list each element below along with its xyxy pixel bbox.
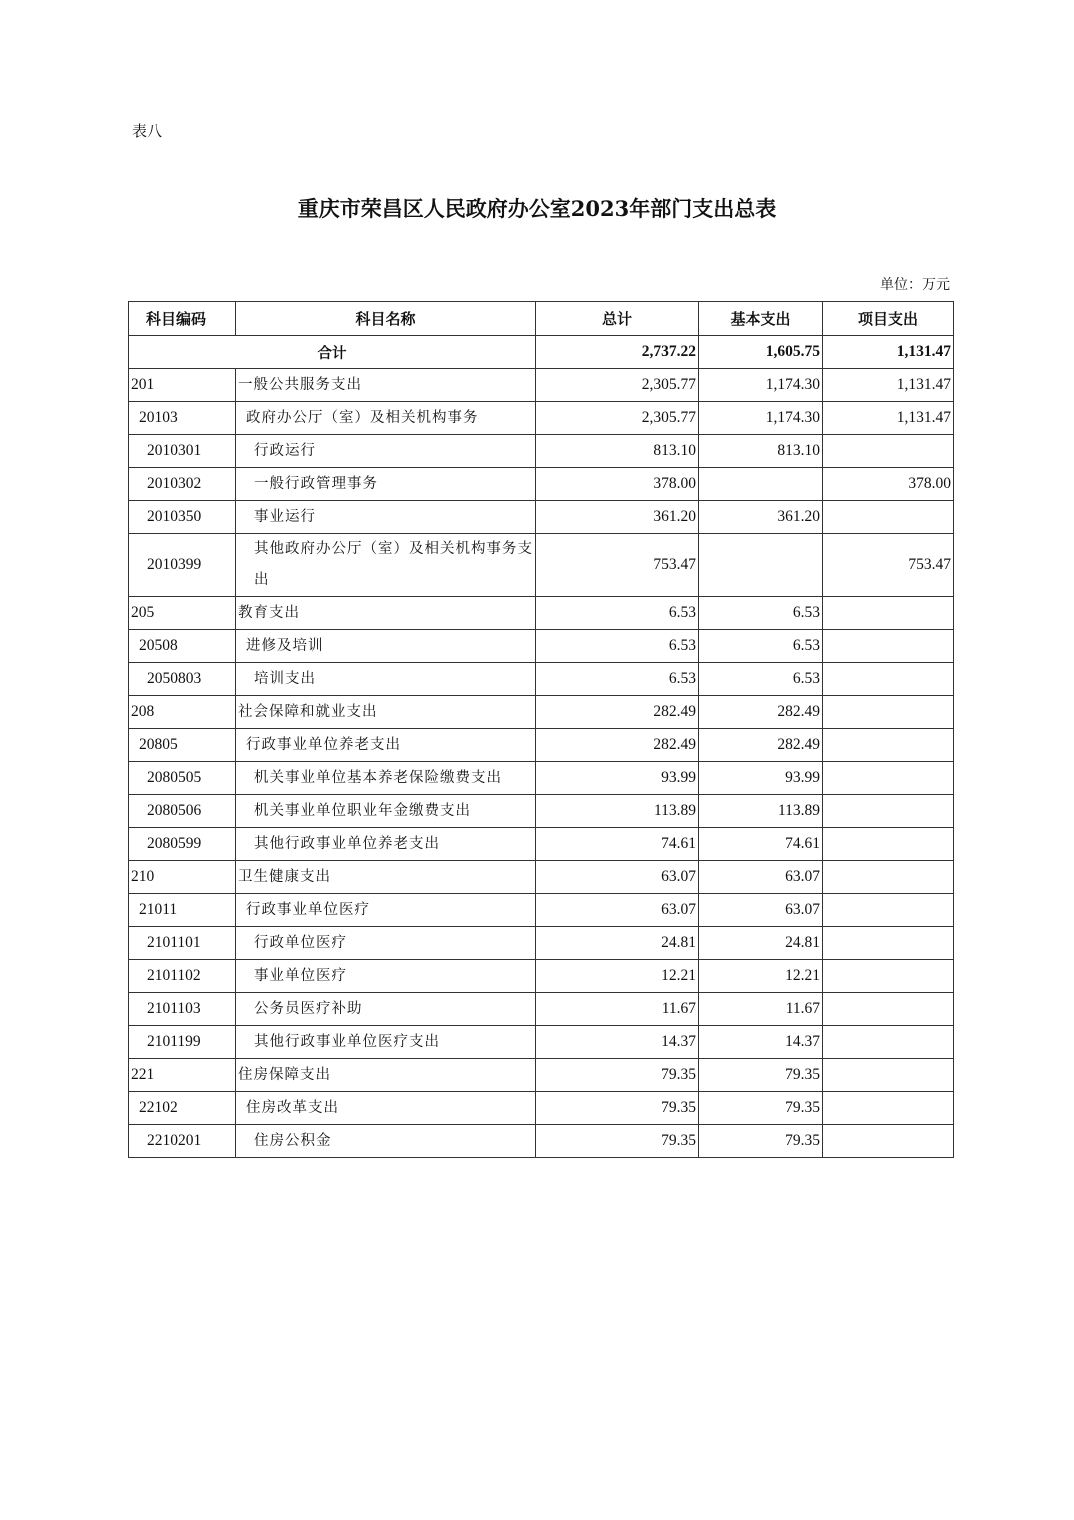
row-project <box>823 795 954 828</box>
row-name: 行政运行 <box>236 435 536 468</box>
row-name: 其他政府办公厅（室）及相关机构事务支出 <box>236 534 536 597</box>
table-row <box>129 468 954 501</box>
row-basic: 24.81 <box>699 927 823 960</box>
row-code: 201 <box>129 369 236 402</box>
row-total: 11.67 <box>536 993 699 1026</box>
row-basic: 6.53 <box>699 663 823 696</box>
row-project: 1,131.47 <box>823 402 954 435</box>
row-project <box>823 993 954 1026</box>
row-project <box>823 696 954 729</box>
row-basic: 113.89 <box>699 795 823 828</box>
row-project <box>823 435 954 468</box>
row-total: 6.53 <box>536 630 699 663</box>
row-basic <box>699 468 823 501</box>
row-name: 住房保障支出 <box>236 1059 536 1092</box>
row-basic: 1,174.30 <box>699 369 823 402</box>
row-basic: 63.07 <box>699 894 823 927</box>
table-row <box>129 1125 954 1158</box>
table-row <box>129 1026 954 1059</box>
row-basic <box>699 534 823 597</box>
table-row <box>129 369 954 402</box>
table-row <box>129 861 954 894</box>
table-row <box>129 630 954 663</box>
row-code: 20103 <box>129 402 236 435</box>
row-name: 住房改革支出 <box>236 1092 536 1125</box>
row-code: 2080506 <box>129 795 236 828</box>
row-basic: 79.35 <box>699 1125 823 1158</box>
row-code: 2010350 <box>129 501 236 534</box>
row-name: 卫生健康支出 <box>236 861 536 894</box>
expenditure-table <box>128 301 954 1158</box>
table-label: 表八 <box>132 122 163 140</box>
row-project <box>823 1059 954 1092</box>
row-name: 住房公积金 <box>236 1125 536 1158</box>
table-header-row <box>129 302 954 336</box>
header-code: 科目编码 <box>129 302 236 336</box>
row-total: 63.07 <box>536 894 699 927</box>
total-basic: 1,605.75 <box>699 336 823 369</box>
table-row <box>129 696 954 729</box>
row-name: 其他行政事业单位养老支出 <box>236 828 536 861</box>
row-total: 63.07 <box>536 861 699 894</box>
row-total: 282.49 <box>536 729 699 762</box>
row-code: 20805 <box>129 729 236 762</box>
row-project <box>823 894 954 927</box>
row-total: 24.81 <box>536 927 699 960</box>
row-project: 753.47 <box>823 534 954 597</box>
row-code: 2101103 <box>129 993 236 1026</box>
row-project <box>823 927 954 960</box>
row-basic: 63.07 <box>699 861 823 894</box>
row-name: 进修及培训 <box>236 630 536 663</box>
row-total: 79.35 <box>536 1125 699 1158</box>
row-basic: 74.61 <box>699 828 823 861</box>
table-row <box>129 729 954 762</box>
row-name: 政府办公厅（室）及相关机构事务 <box>236 402 536 435</box>
row-basic: 6.53 <box>699 630 823 663</box>
row-basic: 1,174.30 <box>699 402 823 435</box>
table-row <box>129 534 954 597</box>
row-code: 21011 <box>129 894 236 927</box>
table-row <box>129 795 954 828</box>
row-basic: 813.10 <box>699 435 823 468</box>
row-code: 221 <box>129 1059 236 1092</box>
row-total: 282.49 <box>536 696 699 729</box>
row-project <box>823 960 954 993</box>
table-row <box>129 402 954 435</box>
table-row <box>129 435 954 468</box>
row-name: 行政事业单位医疗 <box>236 894 536 927</box>
row-code: 2101101 <box>129 927 236 960</box>
header-total: 总计 <box>536 302 699 336</box>
table-row <box>129 663 954 696</box>
table-row <box>129 894 954 927</box>
row-name: 行政事业单位养老支出 <box>236 729 536 762</box>
row-project <box>823 762 954 795</box>
row-project <box>823 501 954 534</box>
total-project: 1,131.47 <box>823 336 954 369</box>
row-code: 22102 <box>129 1092 236 1125</box>
row-basic: 79.35 <box>699 1092 823 1125</box>
row-name: 事业运行 <box>236 501 536 534</box>
row-project <box>823 861 954 894</box>
row-name: 机关事业单位基本养老保险缴费支出 <box>236 762 536 795</box>
row-total: 93.99 <box>536 762 699 795</box>
table-row <box>129 828 954 861</box>
row-project <box>823 1092 954 1125</box>
row-total: 753.47 <box>536 534 699 597</box>
row-code: 205 <box>129 597 236 630</box>
table-row <box>129 960 954 993</box>
row-code: 2010399 <box>129 534 236 597</box>
row-name: 公务员医疗补助 <box>236 993 536 1026</box>
row-total: 14.37 <box>536 1026 699 1059</box>
row-name: 事业单位医疗 <box>236 960 536 993</box>
total-row <box>129 336 954 369</box>
row-name: 一般公共服务支出 <box>236 369 536 402</box>
table-row <box>129 927 954 960</box>
table-row <box>129 501 954 534</box>
row-project <box>823 1125 954 1158</box>
row-project: 378.00 <box>823 468 954 501</box>
row-total: 113.89 <box>536 795 699 828</box>
row-code: 2101102 <box>129 960 236 993</box>
row-basic: 282.49 <box>699 696 823 729</box>
row-project: 1,131.47 <box>823 369 954 402</box>
row-name: 社会保障和就业支出 <box>236 696 536 729</box>
row-basic: 11.67 <box>699 993 823 1026</box>
row-code: 2050803 <box>129 663 236 696</box>
unit-label: 单位：万元 <box>880 277 950 293</box>
row-code: 2080505 <box>129 762 236 795</box>
table-row <box>129 762 954 795</box>
total-sum: 2,737.22 <box>536 336 699 369</box>
row-project <box>823 828 954 861</box>
row-project <box>823 663 954 696</box>
row-name: 培训支出 <box>236 663 536 696</box>
total-label: 合计 <box>129 336 536 369</box>
row-project <box>823 630 954 663</box>
page-title: 重庆市荣昌区人民政府办公室2023年部门支出总表 <box>297 196 777 221</box>
header-project: 项目支出 <box>823 302 954 336</box>
row-code: 20508 <box>129 630 236 663</box>
row-basic: 6.53 <box>699 597 823 630</box>
table-row <box>129 597 954 630</box>
row-code: 2101199 <box>129 1026 236 1059</box>
row-total: 2,305.77 <box>536 402 699 435</box>
row-name: 机关事业单位职业年金缴费支出 <box>236 795 536 828</box>
row-total: 6.53 <box>536 597 699 630</box>
row-basic: 79.35 <box>699 1059 823 1092</box>
row-name: 一般行政管理事务 <box>236 468 536 501</box>
row-code: 210 <box>129 861 236 894</box>
row-basic: 282.49 <box>699 729 823 762</box>
row-code: 2010302 <box>129 468 236 501</box>
row-name: 其他行政事业单位医疗支出 <box>236 1026 536 1059</box>
header-basic: 基本支出 <box>699 302 823 336</box>
row-total: 813.10 <box>536 435 699 468</box>
row-total: 361.20 <box>536 501 699 534</box>
row-code: 208 <box>129 696 236 729</box>
row-total: 12.21 <box>536 960 699 993</box>
row-total: 79.35 <box>536 1059 699 1092</box>
row-total: 79.35 <box>536 1092 699 1125</box>
row-basic: 12.21 <box>699 960 823 993</box>
row-total: 6.53 <box>536 663 699 696</box>
table-row <box>129 993 954 1026</box>
row-name: 教育支出 <box>236 597 536 630</box>
row-basic: 361.20 <box>699 501 823 534</box>
row-total: 74.61 <box>536 828 699 861</box>
header-name: 科目名称 <box>236 302 536 336</box>
row-total: 2,305.77 <box>536 369 699 402</box>
row-project <box>823 729 954 762</box>
row-basic: 14.37 <box>699 1026 823 1059</box>
row-project <box>823 1026 954 1059</box>
table-row <box>129 1059 954 1092</box>
row-basic: 93.99 <box>699 762 823 795</box>
row-total: 378.00 <box>536 468 699 501</box>
row-name: 行政单位医疗 <box>236 927 536 960</box>
row-code: 2080599 <box>129 828 236 861</box>
row-code: 2210201 <box>129 1125 236 1158</box>
row-project <box>823 597 954 630</box>
row-code: 2010301 <box>129 435 236 468</box>
table-row <box>129 1092 954 1125</box>
